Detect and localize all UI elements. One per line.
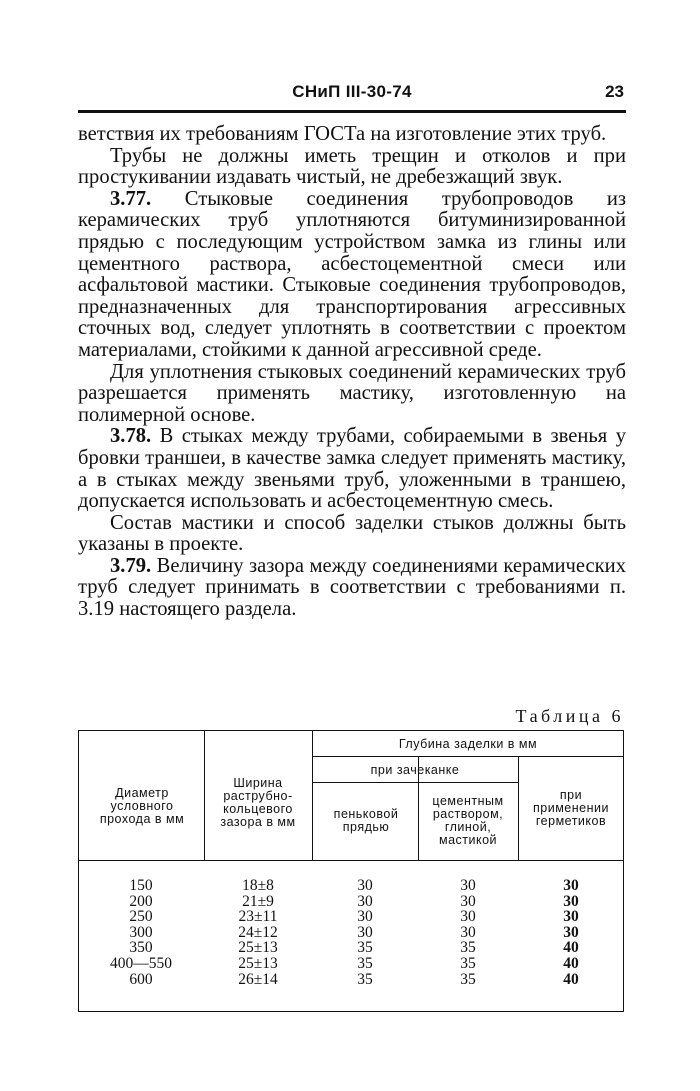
paragraph-3-79 [78,556,626,621]
page-number: 23 [605,82,624,101]
body-text [78,124,626,621]
header-caulking: при зачеканке [370,762,460,777]
paragraph [78,362,626,427]
table-rule [312,782,518,783]
cell-gap: 26±14 [238,970,278,988]
cell-cement: 30 [460,877,476,894]
header-hemp: пеньковой прядью [333,807,399,834]
column-gap [204,878,312,987]
paragraph-number: 3.79. [110,554,152,577]
cell-sealant: 30 [563,908,579,926]
header-depth: Глубина заделки в мм [398,736,538,751]
paragraph-3-77 [78,189,626,362]
paragraph-text: Стыковые соединения трубопроводов из керамических труб уплотняются битуминизированной прядью с последующим устройством замка из глины или цементного раствора, асбестоцементной смеси или асфальтовой мастики. Стыковые соединения трубопроводов, предназначенных для транспортирования агрессивных сточных вод, следует уплотнять в соответствии с проектом материалами, стойкими к данной агрессивной среде. [78,187,626,361]
page-header [78,82,626,108]
table-rule [78,860,624,861]
paragraph-text: Состав мастики и способ заделки стыков должны быть указаны в проекте. [78,511,626,556]
table-6 [78,730,624,1012]
cell-cement: 35 [460,939,476,957]
header-cement: цементным раствором, глиной, мастикой [432,794,504,847]
document-code: СНиП III-30-74 [292,82,412,101]
cell-diameter: 300 [129,923,153,941]
cell-diameter: 250 [129,908,153,926]
column-diameter [78,878,204,987]
header-rule [78,110,626,113]
cell-gap: 18±8 [242,877,274,894]
cell-sealant: 30 [563,877,579,894]
cell-diameter: 350 [129,939,153,957]
header-diameter: Диаметр условного прохода в мм [99,785,185,826]
cell-diameter: 150 [129,877,153,894]
paragraph-3-78 [78,426,626,512]
cell-gap: 23±11 [238,908,278,926]
cell-gap: 24±12 [238,923,278,941]
column-hemp [312,878,418,987]
paragraph-text: В стыках между трубами, собираемыми в звенья у бровки траншеи, в качестве замка следует применять мастику, а в стыках между звеньями труб, уложенными в траншею, допускается использовать и асбестоцементную смесь. [78,425,626,513]
cell-hemp: 35 [357,939,373,957]
table-rule [204,730,205,860]
paragraph [78,513,626,556]
cell-hemp: 30 [357,908,373,926]
cell-cement: 30 [460,892,476,910]
cell-diameter: 600 [129,970,153,988]
cell-cement: 30 [460,908,476,926]
cell-gap: 21±9 [242,892,274,910]
cell-hemp: 35 [357,954,373,972]
cell-hemp: 30 [357,923,373,941]
cell-sealant: 30 [563,892,579,910]
cell-sealant: 40 [563,954,579,972]
paragraph-number: 3.78. [110,425,152,448]
cell-cement: 30 [460,923,476,941]
cell-cement: 35 [460,970,476,988]
paragraph-number: 3.77. [110,187,152,210]
cell-sealant: 40 [563,970,579,988]
column-sealant [518,878,624,987]
cell-sealant: 40 [563,939,579,957]
paragraph [78,124,626,146]
cell-hemp: 30 [357,892,373,910]
paragraph-text: Трубы не должны иметь трещин и отколов и при простукивании издавать чистый, не дребезжащий звук. [78,144,626,189]
cell-gap: 25±13 [238,939,278,957]
paragraph-text: Величину зазора между соединениями керамических труб следует принимать в соответствии с требованиями п. 3.19 настоящего раздела. [78,554,626,621]
header-gap-width: Ширина раструбно-кольцевого зазора в мм [220,776,296,829]
table-rule [312,756,624,757]
column-cement [418,878,518,987]
header-sealant: при применении герметиков [533,787,609,828]
paragraph-text: ветствия их требованиям ГОСТа на изготовление этих труб. [78,123,607,145]
cell-diameter: 200 [129,892,153,910]
paragraph [78,146,626,189]
table-rule [312,730,313,860]
table-rule [518,756,519,860]
table-caption: Таблица 6 [515,706,624,726]
cell-sealant: 30 [563,923,579,941]
cell-cement: 35 [460,954,476,972]
paragraph-text: Для уплотнения стыковых соединений керамических труб разрешается применять мастику, изготовленную на полимерной основе. [78,360,626,426]
cell-gap: 25±13 [238,954,278,972]
cell-hemp: 35 [357,970,373,988]
cell-diameter: 400—550 [110,954,172,972]
cell-hemp: 30 [357,877,373,894]
